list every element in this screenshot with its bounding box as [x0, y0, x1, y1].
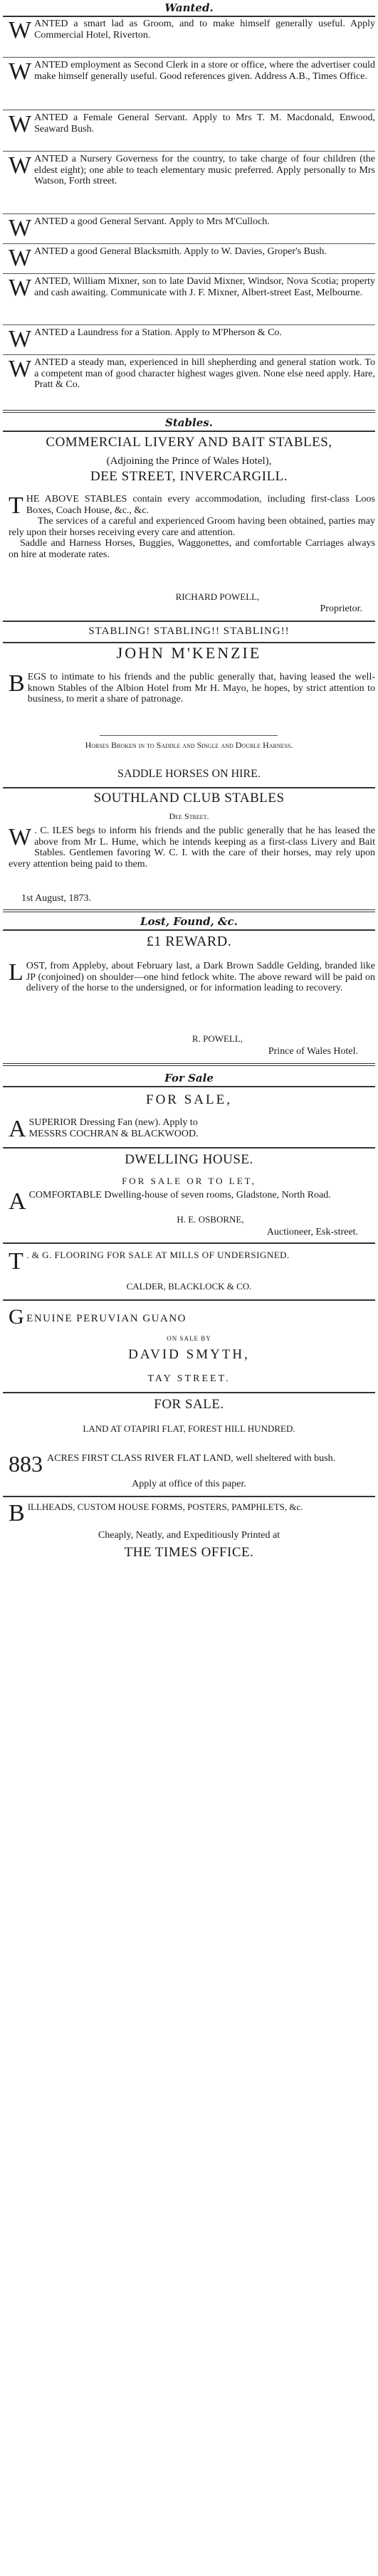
divider	[3, 243, 375, 244]
ad-text: ANTED a Laundress for a Station. Apply to M'Pherson & Co.	[34, 327, 282, 338]
times-office-body: BILLHEADS, CUSTOM HOUSE FORMS, POSTERS, PAMPHLETS, &c.	[9, 1500, 303, 1526]
flooring-body: T . & G. FLOORING FOR SALE AT MILLS OF UNDERSIGNED.	[9, 1248, 290, 1274]
drop-cap: L	[9, 959, 23, 986]
wanted-ad-laundress	[6, 327, 378, 350]
drop-cap: A	[9, 1116, 26, 1142]
divider	[3, 621, 375, 622]
divider	[3, 1496, 375, 1497]
commercial-livery-body: THE ABOVE STABLES contain every accommodation, including first-class Loos Boxes, Coach House, &c., &c. The services of a careful and experienced Groom having been obtained, parties may rely upon their horses receiving every care and attention. Saddle and Harness Horses, Buggies, Waggonettes, and comfortable Carriages always on hire at moderate rates.	[9, 492, 375, 560]
southland-street: Dee Street.	[169, 811, 209, 821]
fan-sale-body: ASUPERIOR Dressing Fan (new). Apply to MESSRS COCHRAN & BLACKWOOD.	[9, 1116, 199, 1142]
ad-text: ANTED a good General Servant. Apply to Mrs M'Culloch.	[34, 216, 270, 227]
guano-on-sale: ON SALE BY	[167, 1335, 211, 1342]
drop-cap: T	[9, 492, 23, 519]
divider	[3, 1063, 375, 1066]
section-heading-stables: Stables.	[165, 416, 213, 429]
drop-cap: W	[9, 152, 32, 179]
southland-body: W . C. ILES begs to inform his friends and the public generally that he has leased the above from Mr L. Hume, which he intends keeping as a first-class Livery and Bait Stables. Gentlemen favoring W. C. I. with the care of their horses, may rely upon every attention being paid to them.	[9, 824, 375, 870]
mckenzie-body: BEGS to intimate to his friends and the public generally that, having leased the well-known Stables of the Albion Hotel from Mr H. Mayo, he hopes, by strict attention to business, to merit a share of patronage.	[9, 670, 375, 704]
section-heading-for-sale: For Sale	[164, 1072, 214, 1084]
divider	[3, 1299, 375, 1301]
dwelling-name: H. E. OSBORNE,	[177, 1214, 244, 1225]
ad-text: ANTED a steady man, experienced in hill shepherding and general station work. To a competent man of good character highest wages given. None else need apply. Hare, Pratt & Co.	[34, 357, 375, 390]
flooring-firm: CALDER, BLACKLOCK & CO.	[126, 1281, 252, 1292]
commercial-livery-subtitle: (Adjoining the Prince of Wales Hotel),	[106, 455, 272, 467]
divider	[3, 410, 375, 413]
dwelling-body: ACOMFORTABLE Dwelling-house of seven rooms, Gladstone, North Road.	[9, 1188, 331, 1215]
reward-place: Prince of Wales Hotel.	[268, 1046, 358, 1057]
divider	[3, 1392, 375, 1393]
drop-cap: A	[9, 1188, 26, 1215]
land-sale-body: 883 ACRES FIRST CLASS RIVER FLAT LAND, well sheltered with bush.	[9, 1451, 336, 1477]
divider	[3, 273, 375, 274]
guano-title: G ENUINE PERUVIAN GUANO	[9, 1305, 187, 1329]
land-sale-title: FOR SALE.	[154, 1397, 224, 1412]
ad-text: ANTED a Female General Servant. Apply to Mrs T. M. Macdonald, Enwood, Seaward Bush.	[34, 112, 375, 134]
divider	[3, 929, 375, 931]
wanted-ad-mixner	[6, 276, 378, 299]
divider	[3, 16, 375, 17]
wanted-ad-governess	[6, 154, 378, 187]
divider	[3, 431, 375, 432]
reward-body: LOST, from Appleby, about February last, a Dark Brown Saddle Gelding, branded like JP (conjoined) on shoulder—one hind fetlock white. The above reward will be paid on delivery of the horse to the undersigned, or for information leading to recovery.	[9, 959, 375, 993]
drop-cap: W	[9, 824, 32, 850]
land-sale-note: Apply at office of this paper.	[132, 1479, 246, 1489]
land-sale-number: 883	[9, 1451, 43, 1477]
dwelling-sub: FOR SALE OR TO LET,	[122, 1176, 256, 1186]
land-sale-sub: LAND AT OTAPIRI FLAT, FOREST HILL HUNDRED.	[83, 1423, 295, 1434]
drop-cap: W	[9, 245, 32, 271]
ad-text: ANTED a Nursery Governess for the country, to take charge of four children (the eldest eight); one able to teach elementary music preferred. Apply personally to Mrs Watson, Forth street.	[34, 154, 375, 186]
commercial-livery-street: DEE STREET, INVERCARGILL.	[90, 469, 288, 484]
wanted-ad-shepherd	[6, 357, 378, 391]
guano-name: DAVID SMYTH,	[128, 1347, 250, 1362]
wanted-ad-general-servant	[6, 216, 378, 239]
horses-broken-line: Horses Broken in to Saddle and Single and Double Harness.	[85, 740, 293, 750]
drop-cap: B	[9, 670, 25, 697]
reward-title: £1 REWARD.	[146, 934, 232, 949]
commercial-livery-title: COMMERCIAL LIVERY AND BAIT STABLES,	[46, 435, 332, 450]
divider	[100, 735, 278, 736]
divider	[3, 354, 375, 355]
section-heading-lost: Lost, Found, &c.	[140, 915, 238, 928]
reward-name: R. POWELL,	[191, 1033, 243, 1044]
commercial-livery-name: RICHARD POWELL,	[175, 591, 260, 602]
drop-cap: W	[9, 356, 32, 382]
divider	[3, 213, 375, 214]
drop-cap: W	[9, 215, 32, 241]
section-heading-wanted: Wanted.	[164, 1, 214, 14]
ad-text: ANTED a good General Blacksmith. Apply to W. Davies, Groper's Bush.	[34, 246, 327, 257]
divider	[3, 1086, 375, 1087]
southland-title: SOUTHLAND CLUB STABLES	[93, 791, 285, 806]
fan-sale-firm: MESSRS COCHRAN & BLACKWOOD.	[28, 1128, 199, 1139]
drop-cap: W	[9, 275, 32, 301]
divider	[3, 642, 375, 643]
ad-text: ANTED employment as Second Clerk in a store or office, where the advertiser could make himself generally useful. Good references given. Address A.B., Times Office.	[34, 60, 375, 82]
divider	[3, 909, 375, 912]
southland-date: 1st August, 1873.	[21, 893, 92, 904]
divider	[3, 324, 375, 325]
wanted-ad-blacksmith	[6, 246, 378, 269]
divider	[3, 1242, 375, 1244]
times-office-name: THE TIMES OFFICE.	[124, 1545, 254, 1560]
divider	[3, 1147, 375, 1149]
guano-street: TAY STREET.	[147, 1373, 231, 1384]
mckenzie-name: JOHN M'KENZIE	[116, 644, 262, 662]
drop-cap: T	[9, 1248, 24, 1274]
saddle-horses-line: SADDLE HORSES ON HIRE.	[117, 768, 261, 780]
dwelling-role: Auctioneer, Esk-street.	[266, 1227, 358, 1237]
times-office-line2: Cheaply, Neatly, and Expeditiously Printed at	[98, 1530, 280, 1541]
ad-text: ANTED, William Mixner, son to late David Mixner, Windsor, Nova Scotia; property and cash awaiting. Communicate with J. F. Mixner, Albert-street East, Melbourne.	[34, 276, 375, 298]
stabling-line: STABLING! STABLING!! STABLING!!	[88, 625, 290, 637]
divider	[3, 151, 375, 152]
wanted-ad-groom	[6, 19, 378, 41]
drop-cap: W	[9, 17, 32, 43]
drop-cap: W	[9, 58, 32, 85]
ad-text: ANTED a smart lad as Groom, and to make himself generally useful. Apply Commercial Hotel, Riverton.	[34, 19, 375, 41]
drop-cap: W	[9, 111, 32, 137]
wanted-ad-clerk	[6, 60, 378, 83]
divider	[3, 787, 375, 788]
drop-cap: B	[9, 1500, 25, 1526]
commercial-livery-role: Proprietor.	[320, 603, 362, 614]
drop-cap: G	[9, 1305, 26, 1329]
drop-cap: W	[9, 326, 32, 352]
divider	[3, 57, 375, 58]
dwelling-title: DWELLING HOUSE.	[125, 1152, 253, 1167]
wanted-ad-servant	[6, 112, 378, 135]
fan-sale-title: FOR SALE,	[146, 1092, 232, 1107]
